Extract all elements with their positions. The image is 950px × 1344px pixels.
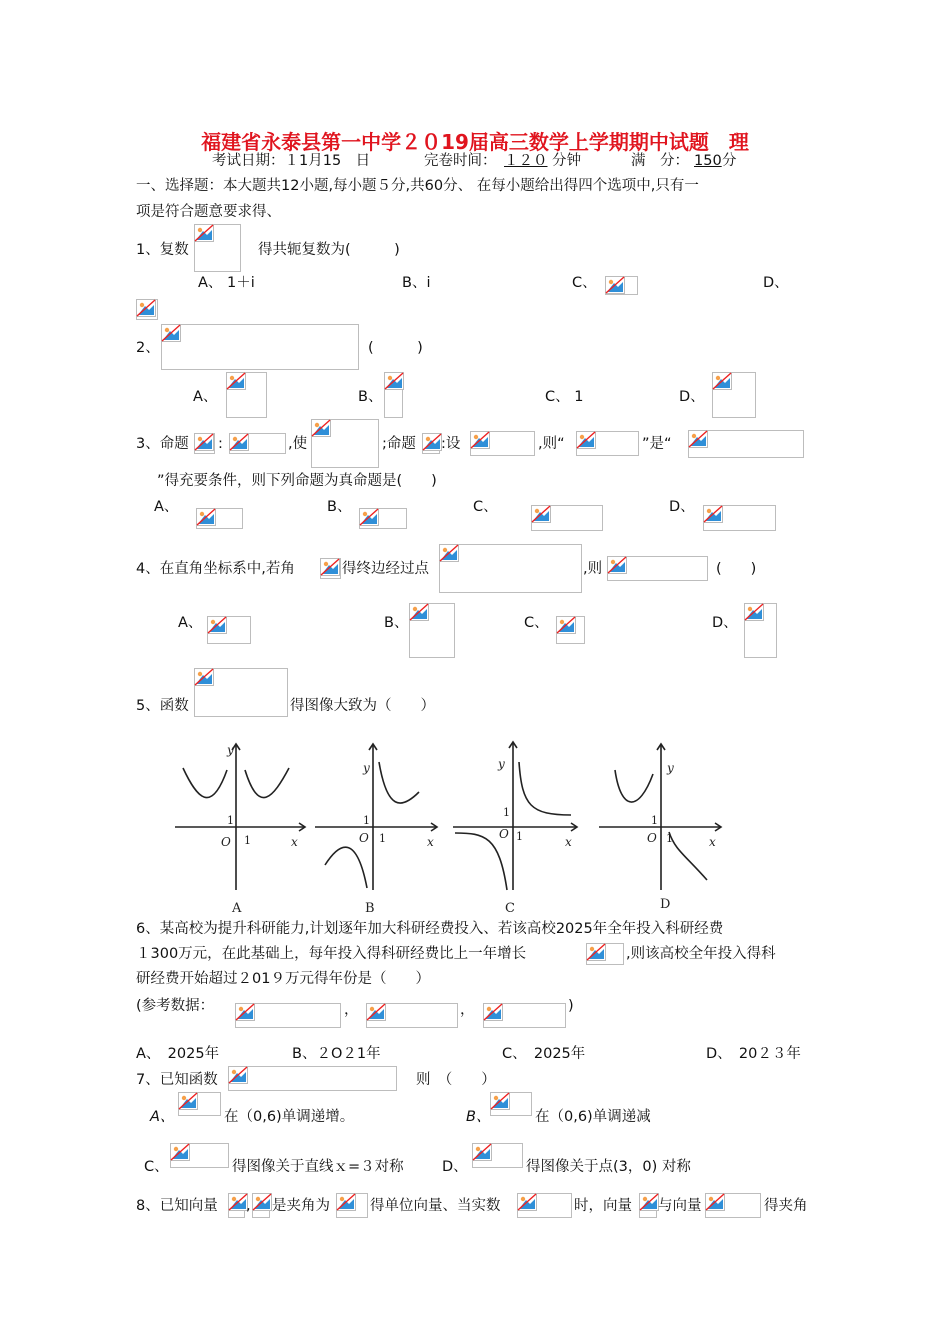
graph-d-tick-y1: 1 xyxy=(651,814,658,827)
q2-option-d: D、 xyxy=(679,389,705,405)
graph-b-caption: B xyxy=(365,901,375,916)
q1-prefix: 1、复数 xyxy=(136,242,189,258)
graph-d xyxy=(599,744,721,890)
broken-image-icon xyxy=(235,1003,255,1021)
q4-ze: ,则 xyxy=(583,561,603,577)
q2-prefix: 2、 xyxy=(136,340,160,356)
broken-image-icon xyxy=(136,299,156,317)
broken-image-icon xyxy=(320,558,340,576)
q6-option-b: B、２O２1年 xyxy=(292,1046,381,1062)
graph-d-y-label: y xyxy=(667,761,674,775)
graph-b-x-label: x xyxy=(427,835,434,849)
graph-d-caption: D xyxy=(660,897,671,912)
time-unit: 分钟 xyxy=(552,153,581,169)
q6-ref: (参考数据： xyxy=(136,998,215,1014)
q2-paren: ( ) xyxy=(368,340,423,356)
q6-line2a: １300万元，在此基础上，每年投入得科研经费比上一年增长 xyxy=(136,946,527,962)
q8-shi2: 时，向量 xyxy=(574,1198,632,1214)
q4-option-b: B、 xyxy=(384,615,409,631)
graph-a xyxy=(175,744,305,890)
graph-c xyxy=(453,742,577,890)
q2-option-a: A、 xyxy=(193,389,218,405)
broken-image-icon xyxy=(366,1003,386,1021)
graph-a-tick-y1: 1 xyxy=(227,814,234,827)
score-unit: 分 xyxy=(722,153,737,169)
image-placeholder xyxy=(472,1143,523,1168)
q6-line3: 研经费开始超过２01９万元得年份是（ ） xyxy=(136,971,430,987)
image-placeholder xyxy=(194,668,288,717)
graph-d-x-label: x xyxy=(709,835,716,849)
q3-option-d: D、 xyxy=(669,499,695,515)
broken-image-icon xyxy=(384,372,404,390)
q8-mid: 得单位向量、当实数 xyxy=(370,1198,501,1214)
graph-c-x-label: x xyxy=(565,835,572,849)
image-placeholder xyxy=(607,556,708,581)
broken-image-icon xyxy=(226,372,246,390)
image-placeholder xyxy=(703,505,776,531)
broken-image-icon xyxy=(705,1193,725,1211)
image-placeholder xyxy=(439,544,582,593)
image-placeholder xyxy=(207,616,251,644)
q6-option-d: D、 20２３年 xyxy=(706,1046,801,1062)
broken-image-icon xyxy=(556,616,576,634)
q2-option-b: B、 xyxy=(358,389,383,405)
q1-suffix: 得共轭复数为( ) xyxy=(258,242,400,258)
image-placeholder xyxy=(336,1193,368,1218)
broken-image-icon xyxy=(178,1092,198,1110)
broken-image-icon xyxy=(196,508,216,526)
section-intro-line1: 一、选择题：本大题共12小题,每小题５分,共60分、 在每小题给出得四个选项中,只有一 xyxy=(136,178,699,194)
q1-option-a: A、 1＋i xyxy=(198,275,255,291)
q3-prefix: 3、命题 xyxy=(136,436,189,452)
image-placeholder xyxy=(556,616,585,644)
broken-image-icon xyxy=(194,433,214,451)
broken-image-icon xyxy=(252,1193,272,1211)
broken-image-icon xyxy=(161,324,181,342)
time-label: 完卷时间： xyxy=(424,153,497,169)
broken-image-icon xyxy=(207,616,227,634)
q5-suffix: 得图像大致为（ ） xyxy=(290,698,435,714)
q5-prefix: 5、函数 xyxy=(136,698,189,714)
image-placeholder xyxy=(170,1143,229,1168)
q4-mid: 得终边经过点 xyxy=(342,561,429,577)
broken-image-icon xyxy=(531,505,551,523)
broken-image-icon xyxy=(586,943,606,961)
graph-a-caption: A xyxy=(232,901,242,916)
broken-image-icon xyxy=(359,508,379,526)
q1-option-b: B、i xyxy=(402,275,431,291)
broken-image-icon xyxy=(229,433,249,451)
image-placeholder xyxy=(228,1193,245,1218)
image-placeholder xyxy=(517,1193,572,1218)
q4-option-a: A、 xyxy=(178,615,203,631)
q3-shi2: ”是“ xyxy=(642,436,672,452)
image-placeholder xyxy=(196,508,243,529)
image-placeholder xyxy=(252,1193,270,1218)
q6-comma1: ， xyxy=(344,1002,359,1018)
q7-d-text: 得图像关于点(3，0) 对称 xyxy=(526,1159,691,1175)
q1-option-d: D、 xyxy=(763,275,789,291)
image-placeholder xyxy=(311,419,379,468)
q4-option-c: C、 xyxy=(524,615,549,631)
image-placeholder xyxy=(229,433,286,454)
graph-a-origin: O xyxy=(221,835,231,849)
q3-option-c: C、 xyxy=(473,499,498,515)
graph-d-origin: O xyxy=(647,831,657,845)
q3-option-a: A、 xyxy=(154,499,179,515)
image-placeholder xyxy=(228,1066,397,1091)
image-placeholder xyxy=(744,603,777,658)
function-graphs xyxy=(165,740,805,920)
q3-colon: : xyxy=(218,436,223,452)
image-placeholder xyxy=(194,224,241,272)
broken-image-icon xyxy=(311,419,331,437)
image-placeholder xyxy=(226,372,267,418)
image-placeholder xyxy=(586,943,624,965)
q6-option-a: A、 2025年 xyxy=(136,1046,220,1062)
q7-c-text: 得图像关于直线ｘ=３对称 xyxy=(232,1159,404,1175)
broken-image-icon xyxy=(439,544,459,562)
time-value: １２０ xyxy=(504,153,548,169)
broken-image-icon xyxy=(422,433,442,451)
graph-b-origin: O xyxy=(359,831,369,845)
broken-image-icon xyxy=(483,1003,503,1021)
graph-a-y-label: y xyxy=(227,743,234,757)
graph-c-tick-y1: 1 xyxy=(503,806,510,819)
image-placeholder xyxy=(531,505,603,531)
q8-prefix: 8、已知向量 xyxy=(136,1198,218,1214)
graph-a-x-label: x xyxy=(291,835,298,849)
q8-comma: , xyxy=(246,1198,251,1214)
graph-d-tick-x1: 1 xyxy=(666,832,673,845)
broken-image-icon xyxy=(605,276,625,294)
q3-semi: ;命题 xyxy=(382,436,416,452)
q6-comma2: ， xyxy=(460,1002,475,1018)
q3-shi: ,使 xyxy=(288,436,308,452)
graph-c-tick-x1: 1 xyxy=(516,830,523,843)
image-placeholder xyxy=(178,1092,221,1116)
q6-line1: 6、某高校为提升科研能力,计划逐年加大科研经费投入、若该高校2025年全年投入科研经费 xyxy=(136,921,724,937)
graph-b-tick-x1: 1 xyxy=(379,832,386,845)
q7-a-text: 在（0,6)单调递增。 xyxy=(224,1109,355,1125)
graph-c-origin: O xyxy=(499,827,509,841)
q6-line2b: ,则该高校全年投入得科 xyxy=(626,946,776,962)
graph-b-tick-y1: 1 xyxy=(363,814,370,827)
q8-shi: 是夹角为 xyxy=(272,1198,330,1214)
image-placeholder xyxy=(136,299,158,320)
broken-image-icon xyxy=(712,372,732,390)
q4-option-d: D、 xyxy=(712,615,738,631)
broken-image-icon xyxy=(170,1143,190,1161)
graph-c-caption: C xyxy=(505,901,515,916)
broken-image-icon xyxy=(517,1193,537,1211)
score-label: 满 分： xyxy=(631,153,689,169)
broken-image-icon xyxy=(639,1193,659,1211)
image-placeholder xyxy=(359,508,407,529)
image-placeholder xyxy=(605,276,638,295)
image-placeholder xyxy=(576,431,639,456)
broken-image-icon xyxy=(194,224,214,242)
score-value: 150 xyxy=(694,153,722,169)
broken-image-icon xyxy=(607,556,627,574)
q7-b-label: B、 xyxy=(466,1109,491,1125)
image-placeholder xyxy=(490,1092,532,1116)
q1-option-c: C、 xyxy=(572,275,597,291)
graph-b xyxy=(315,744,437,890)
q4-prefix: 4、在直角坐标系中,若角 xyxy=(136,561,295,577)
broken-image-icon xyxy=(472,1143,492,1161)
image-placeholder xyxy=(235,1003,341,1028)
image-placeholder xyxy=(384,372,403,418)
image-placeholder xyxy=(483,1003,566,1028)
section-intro-line2: 项是符合题意要求得、 xyxy=(136,204,281,220)
q3-ze: ,则“ xyxy=(538,436,565,452)
image-placeholder xyxy=(639,1193,657,1218)
graph-c-y-label: y xyxy=(498,757,505,771)
graph-a-tick-x1: 1 xyxy=(244,834,251,847)
broken-image-icon xyxy=(744,603,764,621)
broken-image-icon xyxy=(409,603,429,621)
exam-date: 考试日期：１1月15 日 xyxy=(212,153,371,169)
q7-prefix: 7、已知函数 xyxy=(136,1072,218,1088)
q6-close: ) xyxy=(568,998,574,1014)
q3-line2: ”得充要条件，则下列命题为真命题是( ) xyxy=(157,473,437,489)
image-placeholder xyxy=(422,433,440,454)
q3-she: :设 xyxy=(441,436,461,452)
broken-image-icon xyxy=(490,1092,510,1110)
q8-yu: 与向量 xyxy=(658,1198,702,1214)
broken-image-icon xyxy=(228,1066,248,1084)
broken-image-icon xyxy=(688,430,708,448)
image-placeholder xyxy=(161,324,359,370)
broken-image-icon xyxy=(576,431,596,449)
q6-option-c: C、 2025年 xyxy=(502,1046,586,1062)
graph-b-y-label: y xyxy=(363,761,370,775)
broken-image-icon xyxy=(228,1193,248,1211)
broken-image-icon xyxy=(194,668,214,686)
image-placeholder xyxy=(320,558,341,579)
q3-option-b: B、 xyxy=(327,499,352,515)
page-title: 福建省永泰县第一中学２０19届高三数学上学期期中试题 理 xyxy=(201,130,749,154)
q8-suffix: 得夹角 xyxy=(764,1198,808,1214)
broken-image-icon xyxy=(703,505,723,523)
image-placeholder xyxy=(688,430,804,458)
image-placeholder xyxy=(470,431,535,456)
q4-paren: ( ) xyxy=(716,561,757,577)
q7-ze: 则 （ ） xyxy=(416,1072,496,1088)
q7-b-text: 在（0,6)单调递减 xyxy=(535,1109,651,1125)
image-placeholder xyxy=(409,603,455,658)
image-placeholder xyxy=(194,433,215,454)
broken-image-icon xyxy=(470,431,490,449)
image-placeholder xyxy=(366,1003,458,1028)
q7-a-label: A、 xyxy=(150,1109,175,1125)
q7-d-label: D、 xyxy=(442,1159,468,1175)
image-placeholder xyxy=(705,1193,761,1218)
image-placeholder xyxy=(712,372,756,418)
q7-c-label: C、 xyxy=(144,1159,169,1175)
broken-image-icon xyxy=(336,1193,356,1211)
q2-option-c: C、 1 xyxy=(545,389,584,405)
